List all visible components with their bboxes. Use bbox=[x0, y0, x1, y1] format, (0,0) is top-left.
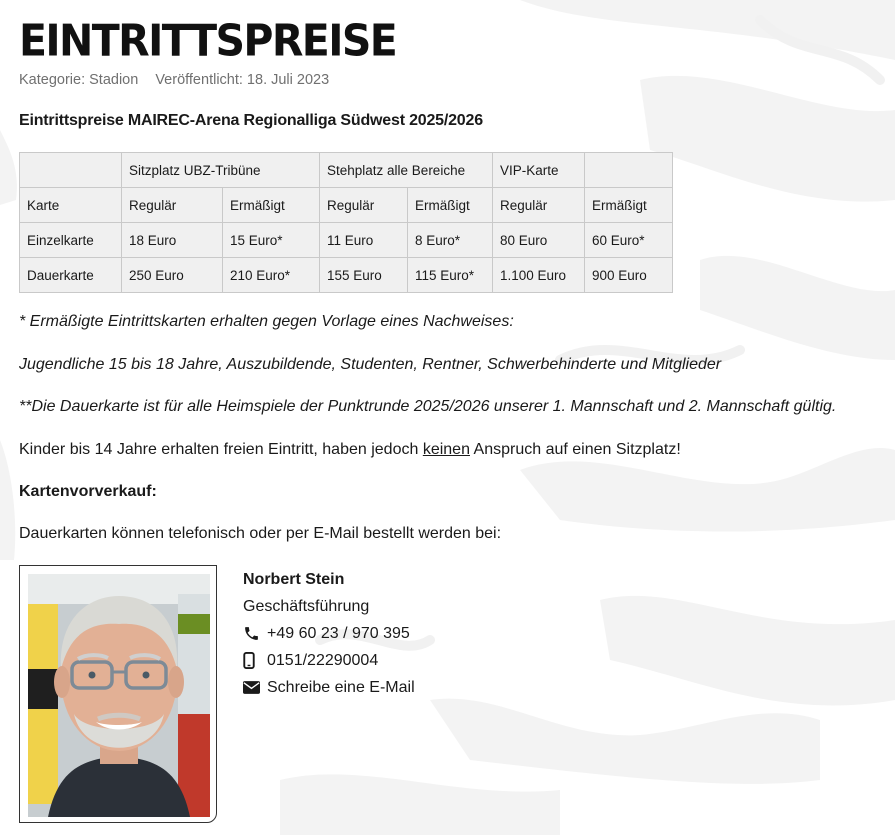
column-header: Regulär bbox=[320, 188, 408, 223]
column-header: Ermäßigt bbox=[223, 188, 320, 223]
group-header-standing: Stehplatz alle Bereiche bbox=[320, 153, 493, 188]
column-header: Ermäßigt bbox=[585, 188, 673, 223]
note-eligible-groups: Jugendliche 15 bis 18 Jahre, Auszubildende, Studenten, Rentner, Schwerbehinderte und Mitglieder bbox=[19, 356, 722, 373]
contact-mobile-row bbox=[243, 647, 415, 674]
contact-phone-row bbox=[243, 620, 415, 647]
column-header: Ermäßigt bbox=[408, 188, 493, 223]
table-cell: 60 Euro* bbox=[585, 223, 673, 258]
table-cell: 8 Euro* bbox=[408, 223, 493, 258]
table-cell: Einzelkarte bbox=[20, 223, 122, 258]
contact-name: Norbert Stein bbox=[243, 570, 345, 588]
column-header: Regulär bbox=[493, 188, 585, 223]
section-subtitle: Eintrittspreise MAIREC-Arena Regionalliga Südwest 2025/2026 bbox=[19, 112, 483, 129]
envelope-icon bbox=[243, 681, 267, 694]
contact-card bbox=[243, 566, 415, 701]
group-header-seat: Sitzplatz UBZ-Tribüne bbox=[122, 153, 320, 188]
page-title: EINTRITTSPREISE bbox=[19, 15, 397, 66]
children-text-underlined: keinen bbox=[422, 441, 470, 458]
table-cell: 80 Euro bbox=[493, 223, 585, 258]
table-row bbox=[20, 223, 673, 258]
table-cell bbox=[585, 153, 673, 188]
contact-role: Geschäftsführung bbox=[243, 597, 370, 615]
table-cell: 210 Euro* bbox=[223, 258, 320, 293]
contact-email-row bbox=[243, 674, 415, 701]
table-cell: 18 Euro bbox=[122, 223, 223, 258]
note-season-ticket: **Die Dauerkarte ist für alle Heimspiele der Punktrunde 2025/2026 unserer 1. Mannschaft und 2. Mannschaft gültig. bbox=[19, 398, 837, 415]
mobile-icon bbox=[243, 652, 267, 669]
column-header: Regulär bbox=[122, 188, 223, 223]
presale-heading: Kartenvorverkauf: bbox=[19, 483, 157, 500]
table-header-row bbox=[20, 188, 673, 223]
contact-email-link[interactable]: Schreibe eine E-Mail bbox=[267, 678, 415, 696]
table-row bbox=[20, 258, 673, 293]
table-cell: 115 Euro* bbox=[408, 258, 493, 293]
children-text-start: Kinder bis 14 Jahre erhalten freien Eintritt, haben jedoch bbox=[19, 441, 423, 458]
note-children bbox=[19, 441, 681, 459]
phone-icon bbox=[243, 625, 267, 642]
group-header-vip: VIP-Karte bbox=[493, 153, 585, 188]
table-cell: 250 Euro bbox=[122, 258, 223, 293]
table-cell: 1.100 Euro bbox=[493, 258, 585, 293]
post-meta bbox=[19, 72, 329, 88]
contact-mobile[interactable]: 0151/22290004 bbox=[267, 651, 379, 669]
price-table bbox=[19, 152, 673, 293]
contact-phone[interactable]: +49 60 23 / 970 395 bbox=[267, 624, 410, 642]
column-header: Karte bbox=[20, 188, 122, 223]
published-date: Veröffentlicht: 18. Juli 2023 bbox=[155, 72, 330, 88]
contact-photo-frame bbox=[19, 565, 217, 823]
category-label: Kategorie: Stadion bbox=[19, 72, 139, 88]
contact-photo bbox=[28, 574, 210, 817]
table-cell: 15 Euro* bbox=[223, 223, 320, 258]
table-cell: 11 Euro bbox=[320, 223, 408, 258]
note-reduced: * Ermäßigte Eintrittskarten erhalten gegen Vorlage eines Nachweises: bbox=[19, 313, 514, 330]
table-cell: 155 Euro bbox=[320, 258, 408, 293]
table-cell bbox=[20, 153, 122, 188]
table-cell: 900 Euro bbox=[585, 258, 673, 293]
table-cell: Dauerkarte bbox=[20, 258, 122, 293]
children-text-end: Anspruch auf einen Sitzplatz! bbox=[469, 441, 681, 458]
presale-text: Dauerkarten können telefonisch oder per E-Mail bestellt werden bei: bbox=[19, 525, 502, 542]
table-group-row bbox=[20, 153, 673, 188]
